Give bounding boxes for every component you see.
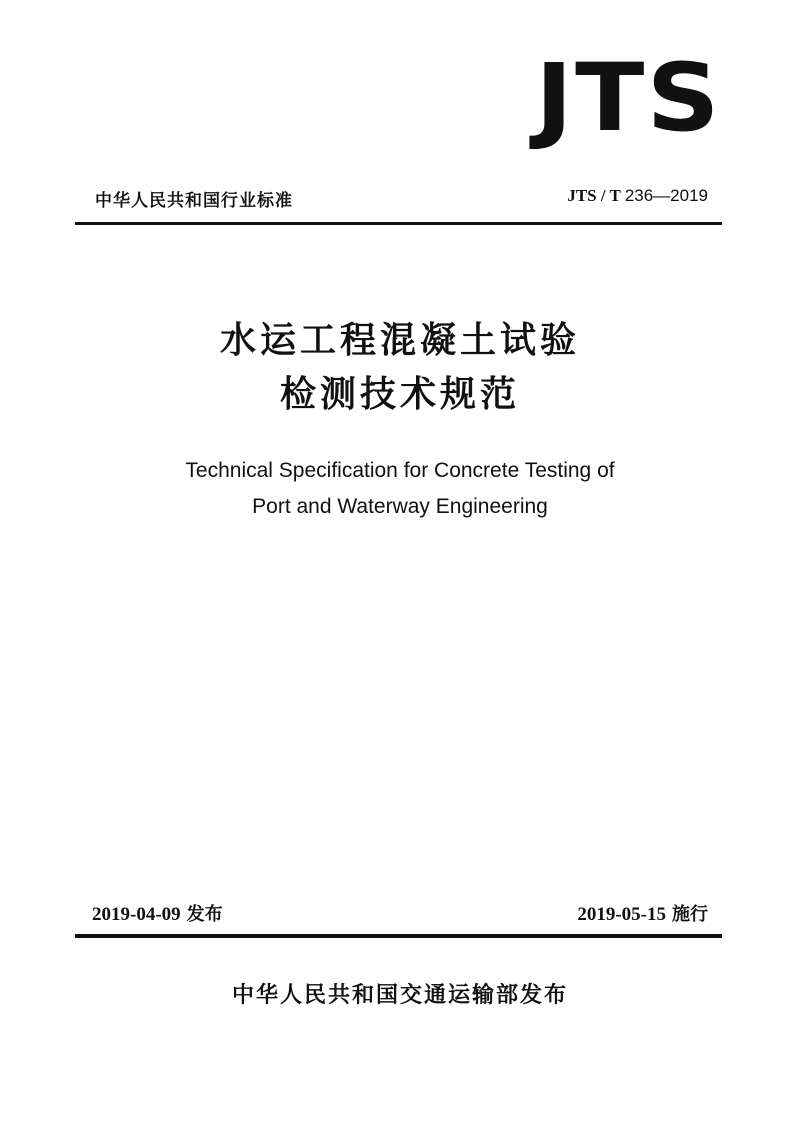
issue-label: 发布: [186, 904, 223, 925]
jts-logo: JTS: [535, 44, 722, 153]
title-zh-line1: 水运工程混凝土试验: [219, 319, 580, 361]
title-en-line2: Port and Waterway Engineering: [252, 495, 548, 518]
implement-date: [577, 900, 708, 926]
top-divider: [75, 222, 722, 225]
issue-date-value: 2019-04-09: [92, 904, 181, 925]
standard-code-number: 236—2019: [624, 186, 708, 205]
publisher: 中华人民共和国交通运输部发布: [231, 983, 568, 1008]
standard-code-prefix: JTS / T: [567, 186, 625, 205]
title-zh-line2: 检测技术规范: [279, 373, 520, 415]
bottom-divider: [75, 934, 722, 938]
standard-type: 中华人民共和国行业标准: [95, 191, 293, 211]
implement-label: 施行: [672, 904, 708, 925]
title-en-line1: Technical Specification for Concrete Testing of: [185, 459, 615, 482]
standard-code: [567, 186, 708, 206]
implement-date-value: 2019-05-15: [577, 904, 666, 925]
issue-date: [92, 900, 223, 926]
